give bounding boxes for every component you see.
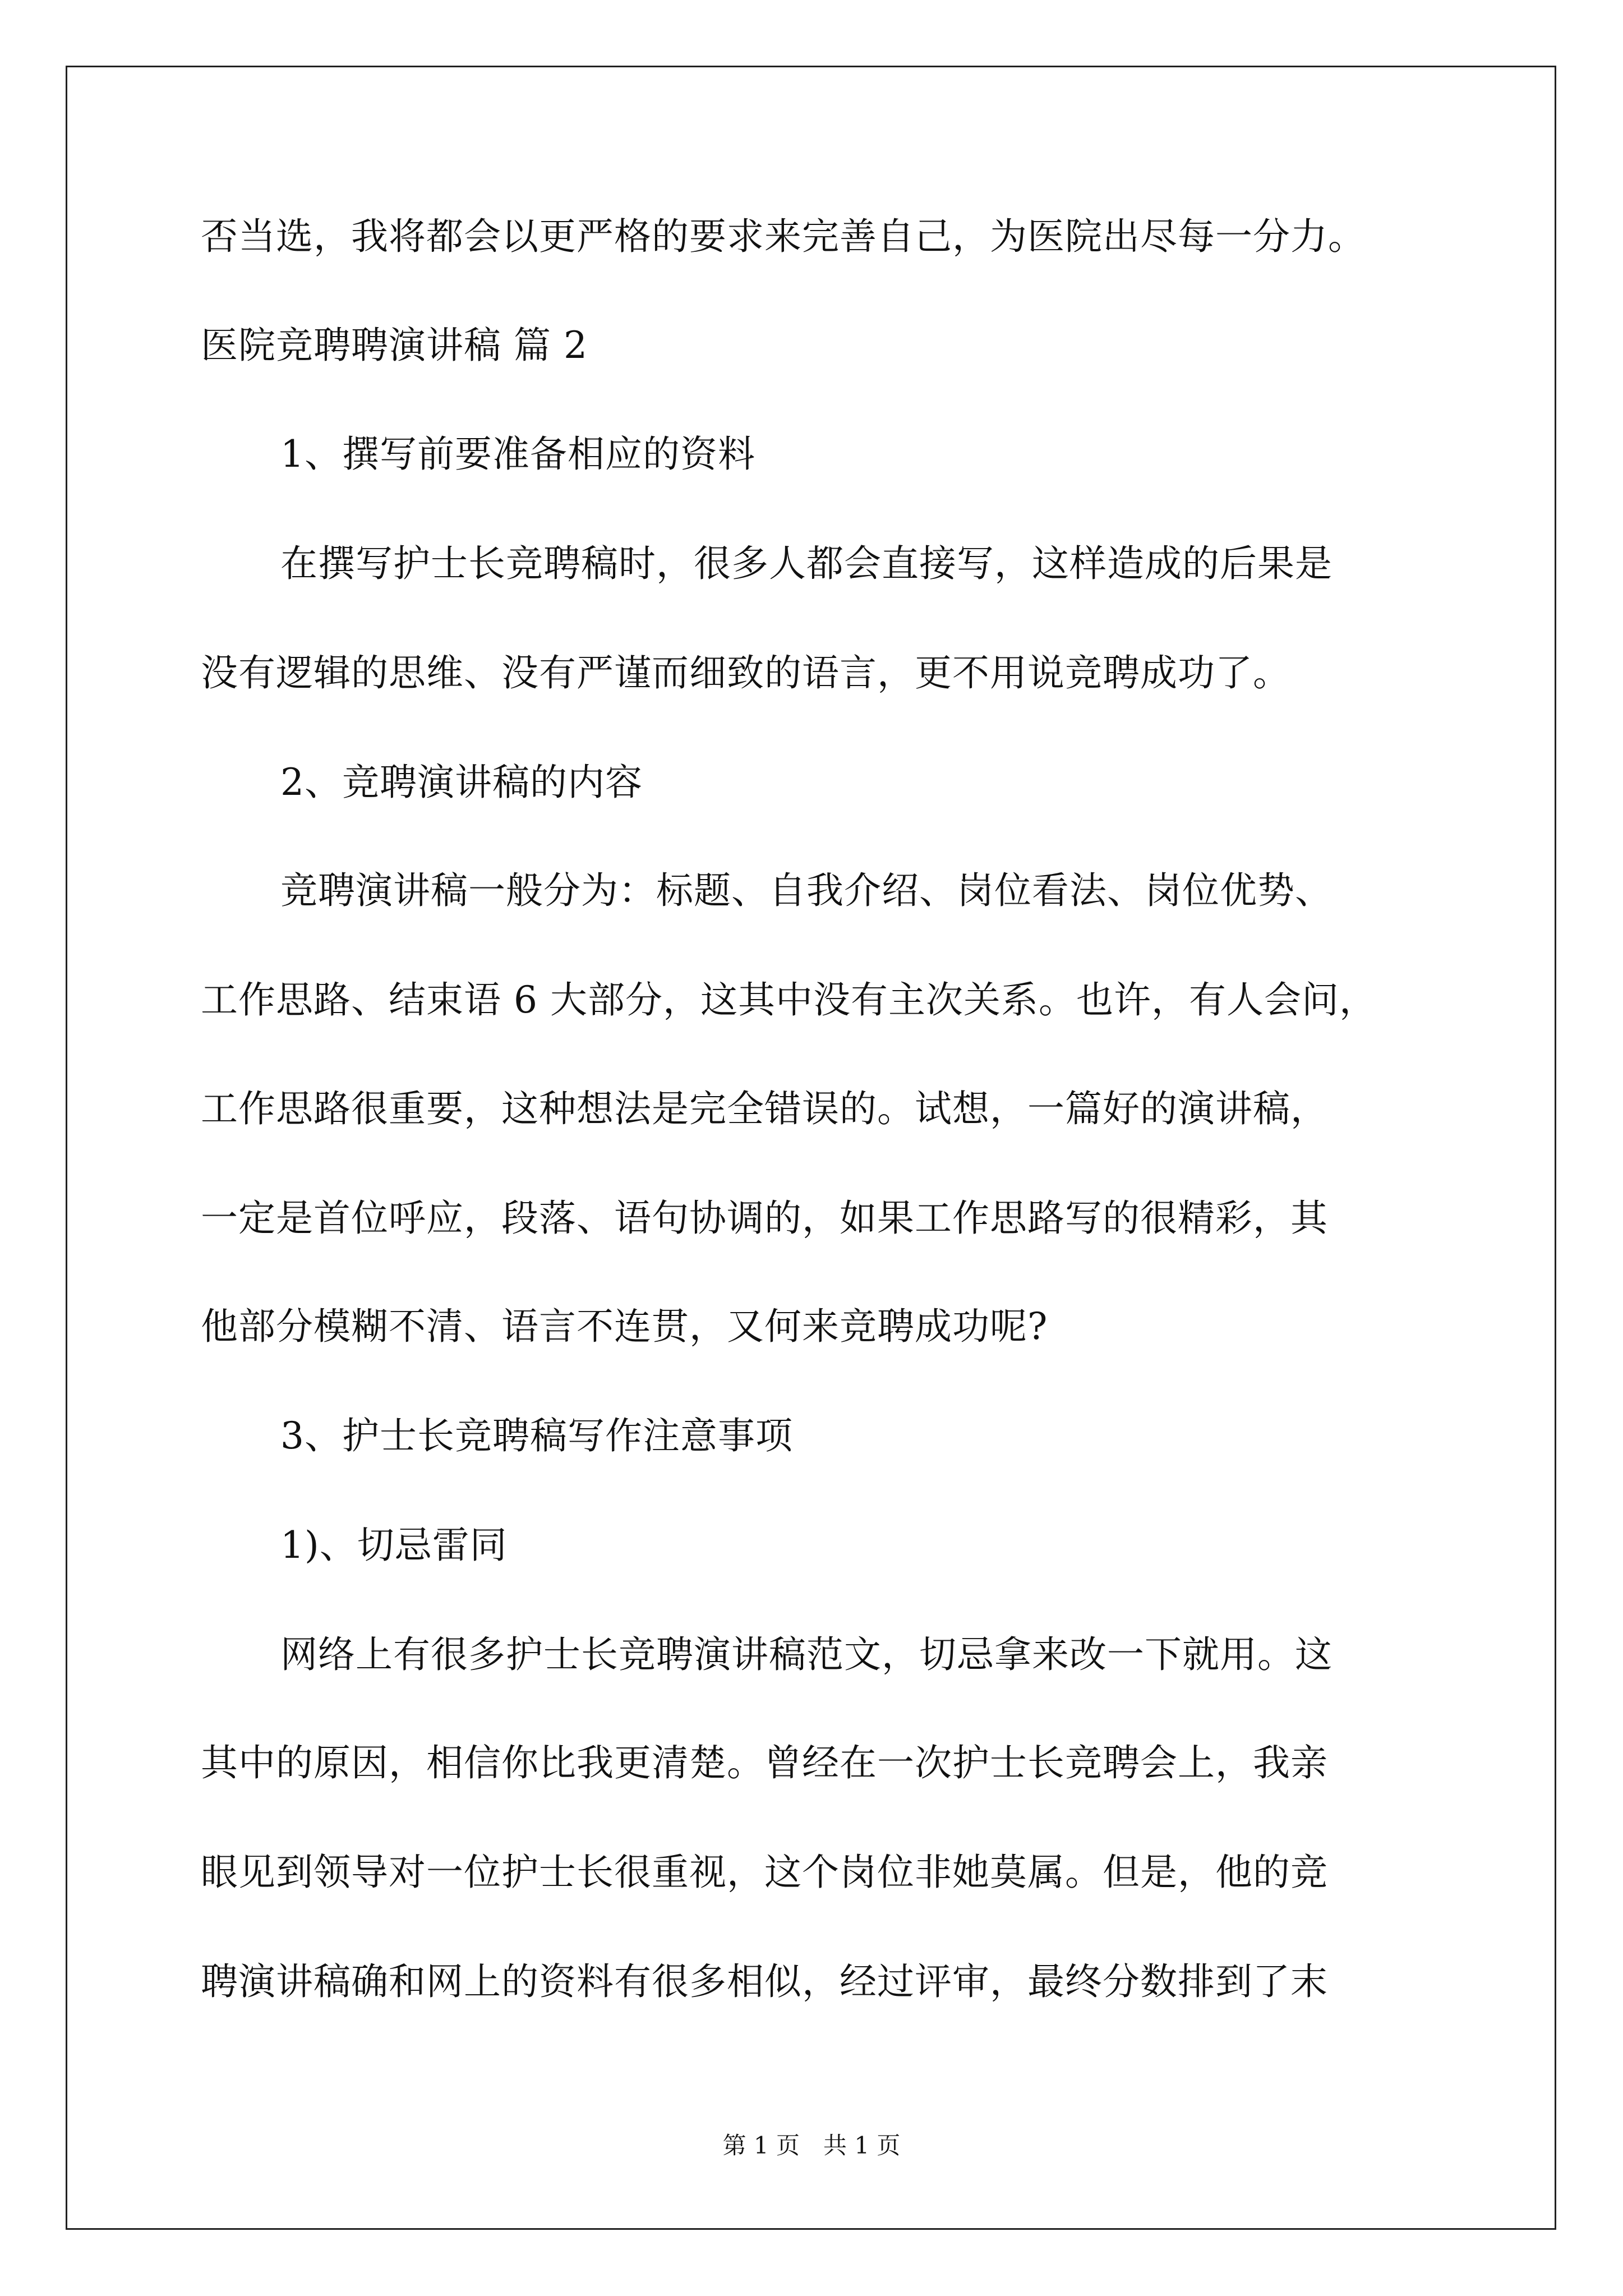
text-line: 网络上有很多护士长竞聘演讲稿范文，切忌拿来改一下就用。这 (280, 1633, 1332, 1676)
section-heading: 医院竞聘聘演讲稿 篇 2 (201, 324, 588, 367)
page-border (66, 66, 1556, 2230)
text-line: 工作思路很重要，这种想法是完全错误的。试想，一篇好的演讲稿， (201, 1087, 1328, 1130)
text-line: 聘演讲稿确和网上的资料有很多相似，经过评审，最终分数排到了末 (201, 1960, 1328, 2003)
text-line: 3、护士长竞聘稿写作注意事项 (280, 1414, 793, 1457)
text-line: 没有逻辑的思维、没有严谨而细致的语言，更不用说竞聘成功了。 (201, 651, 1290, 694)
text-line: 在撰写护士长竞聘稿时，很多人都会直接写，这样造成的后果是 (280, 542, 1332, 585)
text-line: 2、竞聘演讲稿的内容 (280, 761, 643, 804)
text-line: 其中的原因，相信你比我更清楚。曾经在一次护士长竞聘会上，我亲 (201, 1741, 1328, 1784)
page-footer: 第 1 页 共 1 页 (722, 2132, 901, 2159)
text-line: 他部分模糊不清、语言不连贯，又何来竞聘成功呢? (201, 1305, 1048, 1348)
text-line: 眼见到领导对一位护士长很重视，这个岗位非她莫属。但是，他的竞 (201, 1851, 1328, 1894)
text-line: 1)、切忌雷同 (280, 1524, 508, 1567)
text-line: 1、撰写前要准备相应的资料 (280, 432, 755, 476)
text-line: 一定是首位呼应，段落、语句协调的，如果工作思路写的很精彩，其 (201, 1197, 1328, 1240)
text-line: 否当选，我将都会以更严格的要求来完善自己，为医院出尽每一分力。 (201, 215, 1366, 258)
text-line: 工作思路、结束语 6 大部分，这其中没有主次关系。也许，有人会问， (201, 978, 1377, 1022)
text-line: 竞聘演讲稿一般分为：标题、自我介绍、岗位看法、岗位优势、 (280, 869, 1332, 912)
